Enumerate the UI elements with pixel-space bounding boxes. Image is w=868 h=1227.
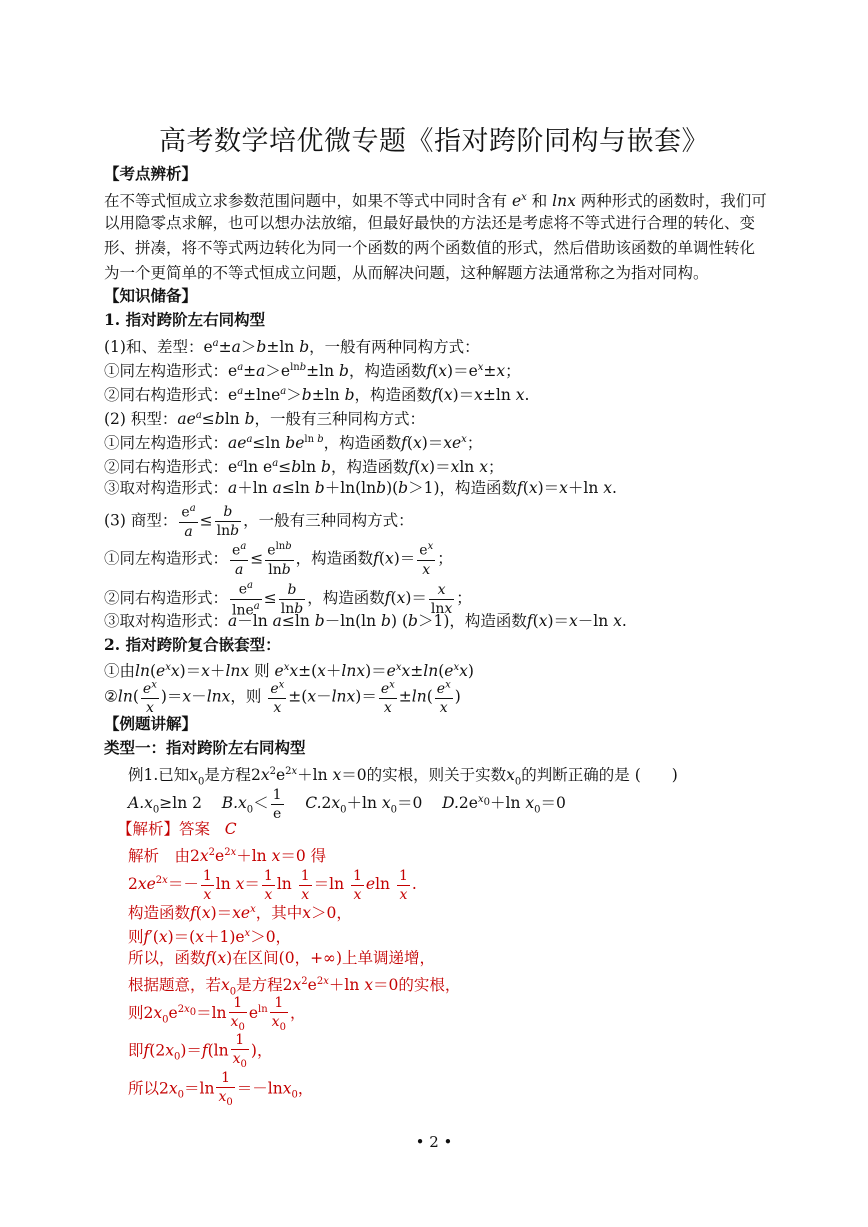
formula-line: ①同左构造形式：$e^a\pm a>e^{lnb}\pm\ln$ b，构造函数$f(x)=e^x\pm x$； [104,362,521,381]
section-heading-liti: 【例题讲解】 [104,714,198,733]
section-heading-kaodian: 【考点辨析】 [104,164,198,183]
paragraph-line: 在不等式恒成立求参数范围问题中，如果不等式中同时含有 $e^x$ 和 lnx 两种形式的函数时，我们可 [104,192,767,211]
formula-line: ③取对构造形式：a＋ln a≤ln b＋ln(lnb)(b＞1)，构造函数f(x)＝x＋ln x. [104,479,617,497]
question-options: $A.x_0\ge\ln$ 2 $B.x_0<$ $\frac{1}{e}$ $C.2x_0+\ln$ $x_0=0$ $D.2e^{x_0}+\ln$ $x_0=0$ [128,786,566,822]
formula-line: (1)和、差型：$e^a\pm a>b\pm\ln$ b，一般有两种同构方式： [104,338,480,357]
paragraph-line: 以用隐零点求解，也可以想办法放缩，但最好最快的方法还是考虑将不等式进行合理的转化、变 [104,214,756,232]
formula-line: ①同左构造形式：$ae^a\le\ln$ $be^{ln b}$，构造函数$f(x)=xe^x$； [104,434,483,453]
formula-line: ①同左构造形式： $\frac{e^a}{a}$ ≤ $\frac{e^{lnb}}{\ln b}$ ，构造函数f(x)＝ $\frac{e^x}{x}$ ； [104,541,453,578]
solution-line: 即$f(2x_0)=f(\ln$ $\frac{1}{x_0}$ )， [128,1032,273,1070]
formula-line: ②同右构造形式：$e^a\ln$ $e^a\le bln$ b，构造函数f(x)＝xln x； [104,458,504,477]
subsection-heading: 类型一：指对跨阶左右同构型 [104,738,306,757]
page-title: 高考数学培优微专题《指对跨阶同构与嵌套》 [159,126,709,157]
solution-line: 所以，函数f(x)在区间(0，+∞)上单调递增， [128,949,436,967]
solution-line: 解析 由$2x^2e^{2x}+\ln$ x＝0 得 [128,847,327,866]
paragraph-line: 形、拼凑，将不等式两边转化为同一个函数的两个函数值的形式，然后借助该函数的单调性转化 [104,239,756,257]
solution-line: 则$f'(x)=(x+1)e^x>0$， [128,928,292,947]
solution-line: $2xe^{2x}=-$ $\frac{1}{x}$ ln x＝ $\frac{1}{x}$ ln $\frac{1}{x}$ ＝ln $\frac{1}{x}$ eln $\frac{1}{x}$ . [128,867,417,903]
subsection-heading: 1. 指对跨阶左右同构型 [104,310,266,329]
solution-line: 根据题意，若$x_0$是方程$2x^2e^{2x}+\ln$ x＝0的实根， [128,976,461,998]
formula-line: (3) 商型： $\frac{e^a}{a}$ ≤ $\frac{b}{\ln b}$ ，一般有三种同构方式： [104,503,414,540]
answer-line: 【解析】答案 C [117,820,237,838]
solution-line: 所以$2x_0=\ln$ $\frac{1}{x_0}$ ＝－lnx$_0$， [128,1070,314,1108]
solution-line: 则$2x_0e^{2x_0}=\ln$ $\frac{1}{x_0}$ $e^{ln}$ $\frac{1}{x_0}$ ， [128,994,306,1033]
subsection-heading: 2. 指对跨阶复合嵌套型： [104,635,281,654]
formula-line: ②同右构造形式：$e^a\pm\ln e^a>b\pm\ln$ b，构造函数f(x)＝x±ln x. [104,386,530,405]
paragraph-line: 为一个更简单的不等式恒成立问题，从而解决问题，这种解题方法通常称之为指对同构。 [104,264,709,282]
section-heading-zhishi: 【知识储备】 [104,286,198,305]
formula-line: ①由$\ln(e^xx)=x+\ln x$ 则 $e^xx\pm(x+\ln x)=e^xx\pm\ln(e^xx)$ [104,662,474,681]
question-stem: 例1.已知$x_0$是方程$2x^2e^{2x}+\ln$ x＝0的实根，则关于实数$x_0$的判断正确的是 ( ) [128,766,678,788]
solution-line: 构造函数$f(x)=xe^x$，其中x＞0， [128,904,352,923]
formula-line: (2) 积型：$ae^a\le bln$ b，一般有三种同构方式： [104,410,426,429]
formula-line: ②ln( $\frac{e^x}{x}$ )＝x－lnx，则 $\frac{e^x}{x}$ ±(x－lnx)＝ $\frac{e^x}{x}$ ±ln( $\frac{e^x}{x}$ ) [104,679,461,716]
page-number: • 2 • [415,1133,453,1151]
formula-line: ②同右构造形式： $\frac{e^a}{\ln e^a}$ ≤ $\frac{b}{\ln b}$ ，构造函数f(x)＝ $\frac{x}{\ln x}$ ； [104,580,472,619]
formula-line: ③取对构造形式：a－ln a≤ln b－ln(ln b) (b＞1)，构造函数f(x)＝x－ln x. [104,612,627,630]
